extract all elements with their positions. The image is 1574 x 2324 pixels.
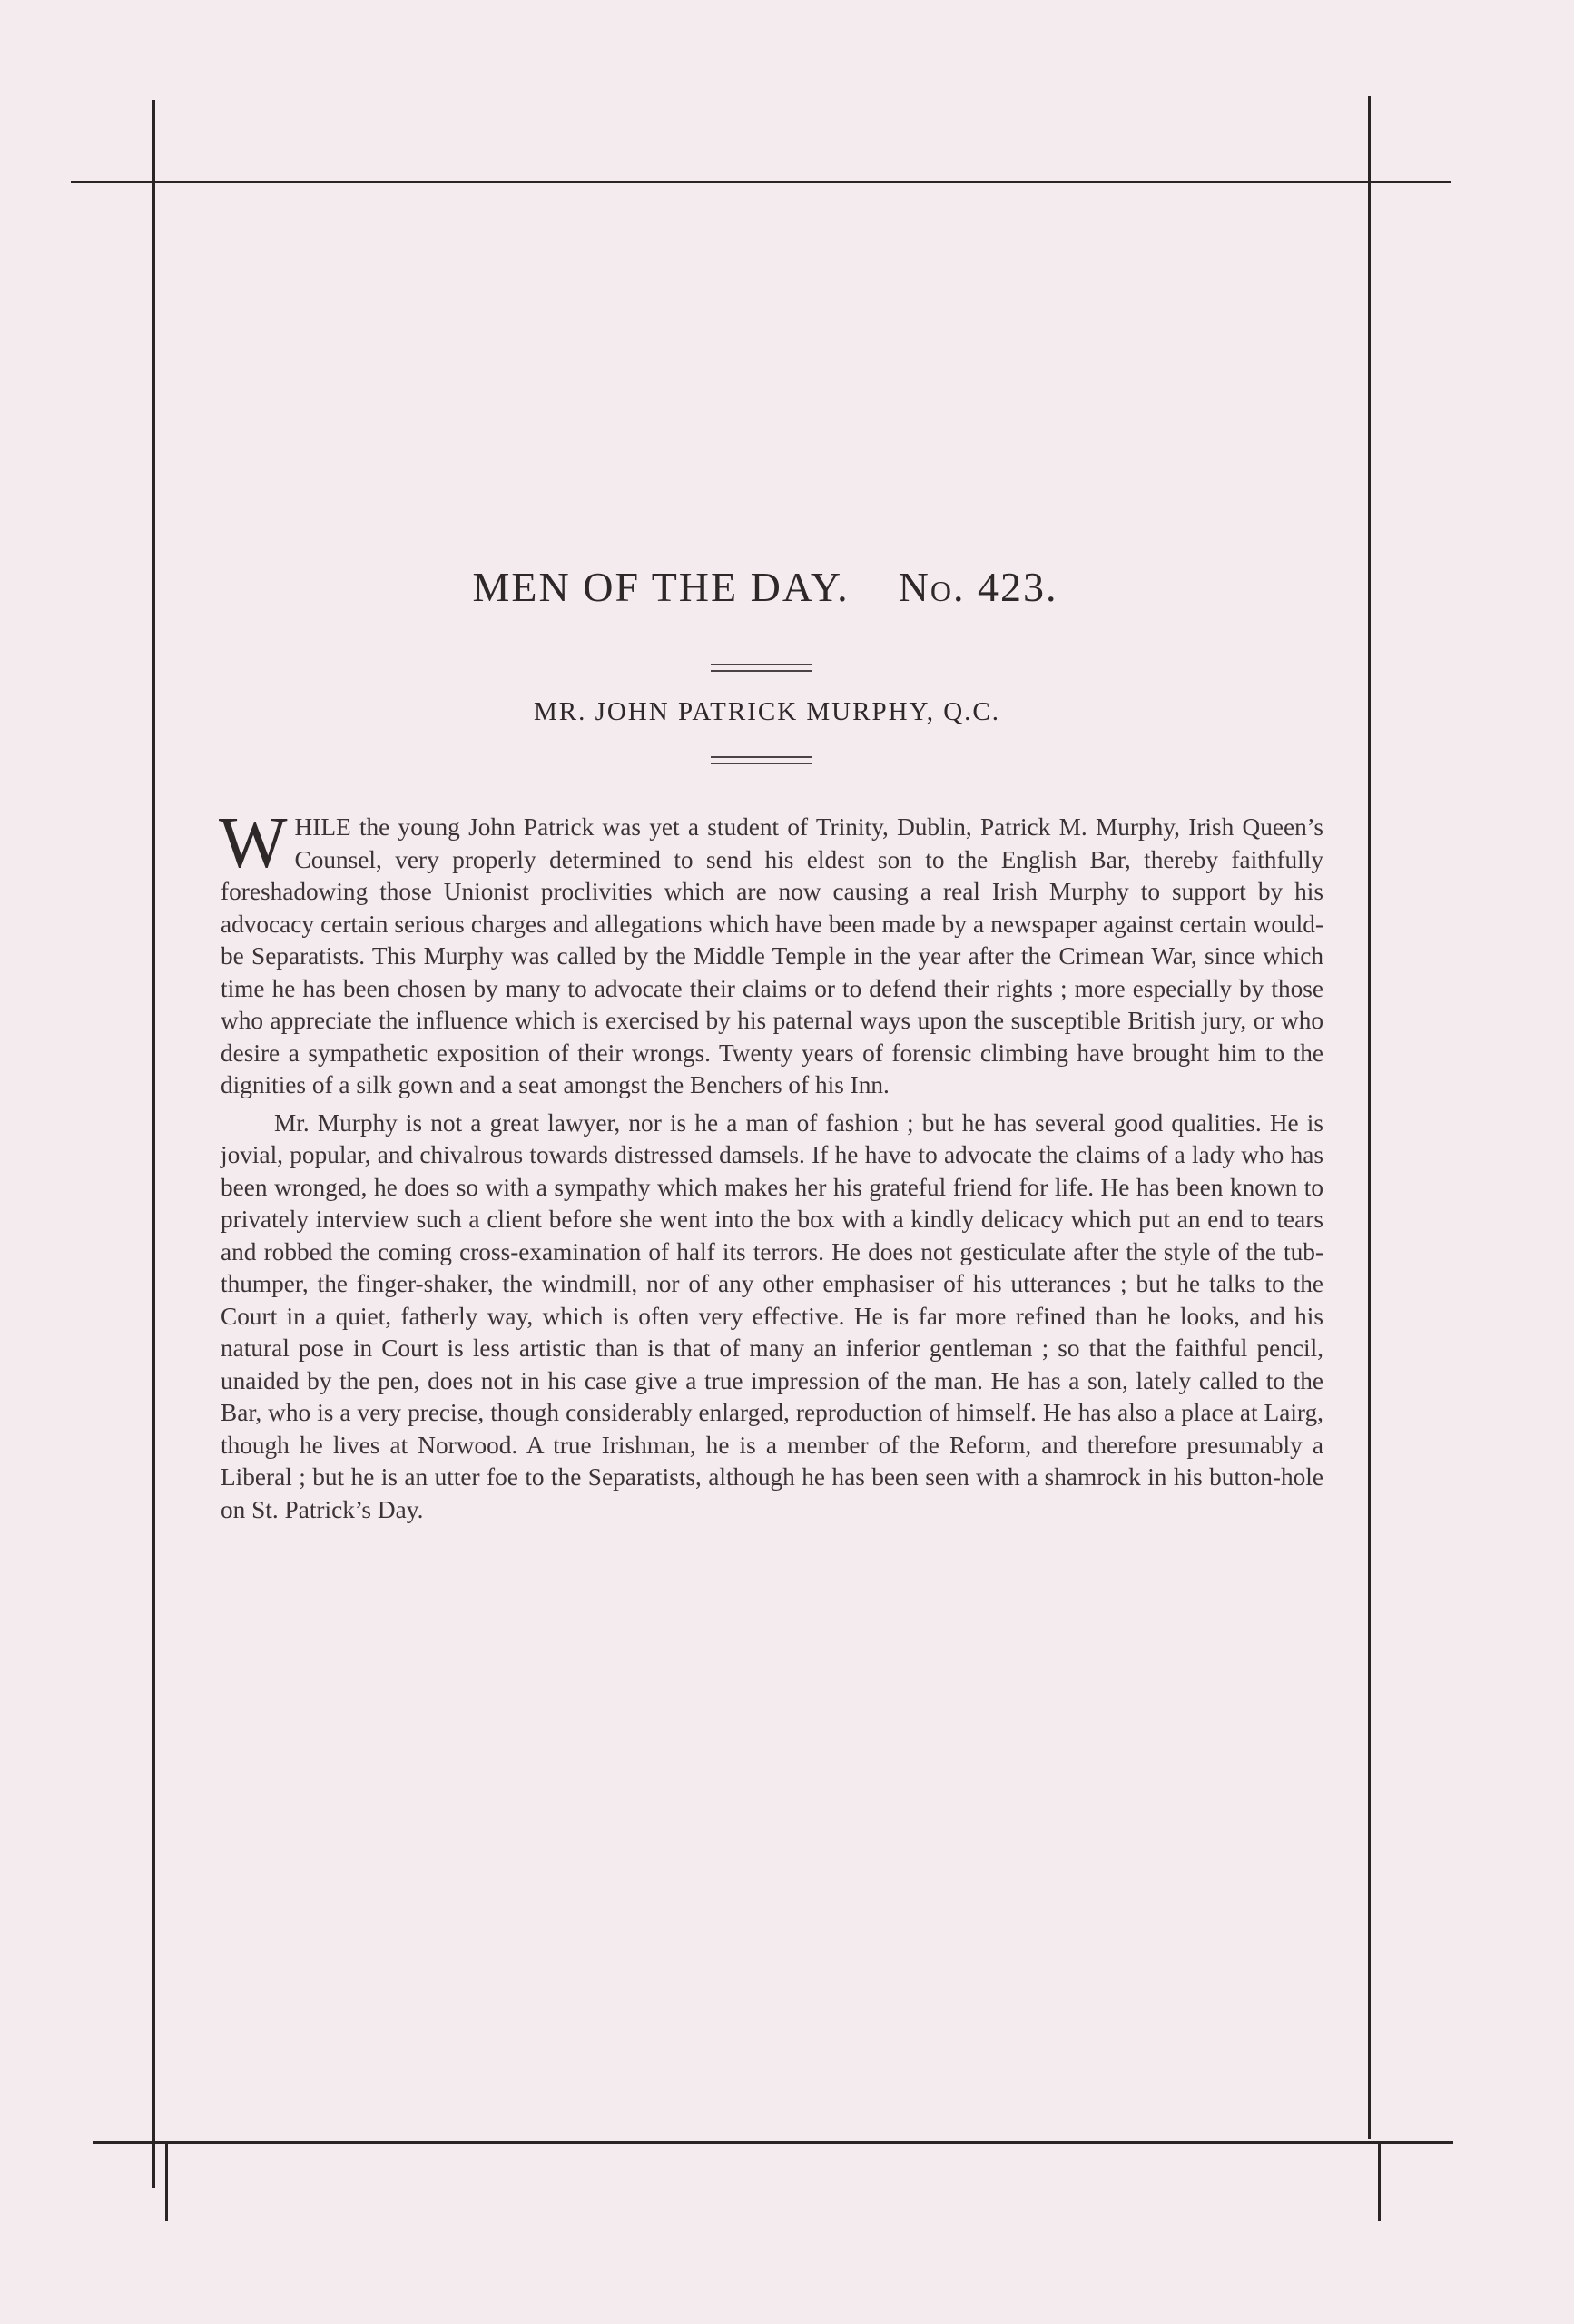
- frame-rule-left: [152, 100, 155, 2188]
- paragraph-1: [219, 803, 1323, 1102]
- double-rule-divider-bottom: [711, 756, 812, 764]
- page-title: [0, 563, 1530, 611]
- frame-rule-left-lower: [165, 2144, 168, 2221]
- paragraph-2: Mr. Murphy is not a great lawyer, nor is he a man of fashion ; but he has several good qualities. He is jovial, popular, and chivalrous towards distressed damsels. If he have to advocate the claims of a lady who has been wronged, he does so with a sympathy which makes her his grateful friend for life. He has been known to privately interview such a client before she went into the box with a kindly delicacy which put an end to tears and robbed the coming cross-examination of half its terrors. He does not gesticulate after the style of the tub-thumper, the finger-shaker, the windmill, nor of any other emphasiser of his utterances ; but he talks to the Court in a quiet, fatherly way, which is often very effective. He is far more refined than he looks, and his natural pose in Court is less artistic than is that of many an inferior gentleman ; so that the faithful pencil, unaided by the pen, does not in his case give a true impression of the man. He has a son, lately called to the Bar, who is a very precise, though considerably enlarged, reproduction of himself. He has also a place at Lairg, though he lives at Norwood. A true Irishman, he is a member of the Reform, and therefore presumably a Liberal ; but he is an utter foe to the Separatists, although he has been seen with a shamrock in his button-hole on St. Patrick’s Day.: [221, 1108, 1323, 1523]
- series-title: MEN OF THE DAY.: [472, 564, 850, 610]
- issue-number: No. 423.: [898, 564, 1058, 610]
- article-body: [219, 803, 1323, 1526]
- frame-rule-right: [1368, 96, 1371, 2139]
- frame-rule-bottom: [93, 2141, 1453, 2144]
- drop-cap: W: [219, 803, 288, 883]
- frame-rule-top: [71, 181, 1451, 183]
- frame-rule-right-lower: [1378, 2142, 1381, 2221]
- article-subtitle: MR. JOHN PATRICK MURPHY, Q.C.: [533, 697, 1001, 726]
- paragraph-1-text: HILE the young John Patrick was yet a student of Trinity, Dublin, Patrick M. Murphy, Irish Queen’s Counsel, very properly determined to send his eldest son to the English Bar, thereby faithfully foreshadowing those Unionist proclivities which are now causing a real Irish Murphy to support by his advocacy certain serious charges and allegations which have been made by a newspaper against certain would-be Separatists. This Murphy was called by the Middle Temple in the year after the Crimean War, since which time he has been chosen by many to advocate their claims or to defend their rights ; more especially by those who appreciate the influence which is exercised by his paternal ways upon the susceptible British jury, or who desire a sympathetic exposition of their wrongs. Twenty years of forensic climbing have brought him to the dignities of a silk gown and a seat amongst the Benchers of his Inn.: [221, 813, 1323, 1098]
- double-rule-divider-top: [711, 664, 812, 672]
